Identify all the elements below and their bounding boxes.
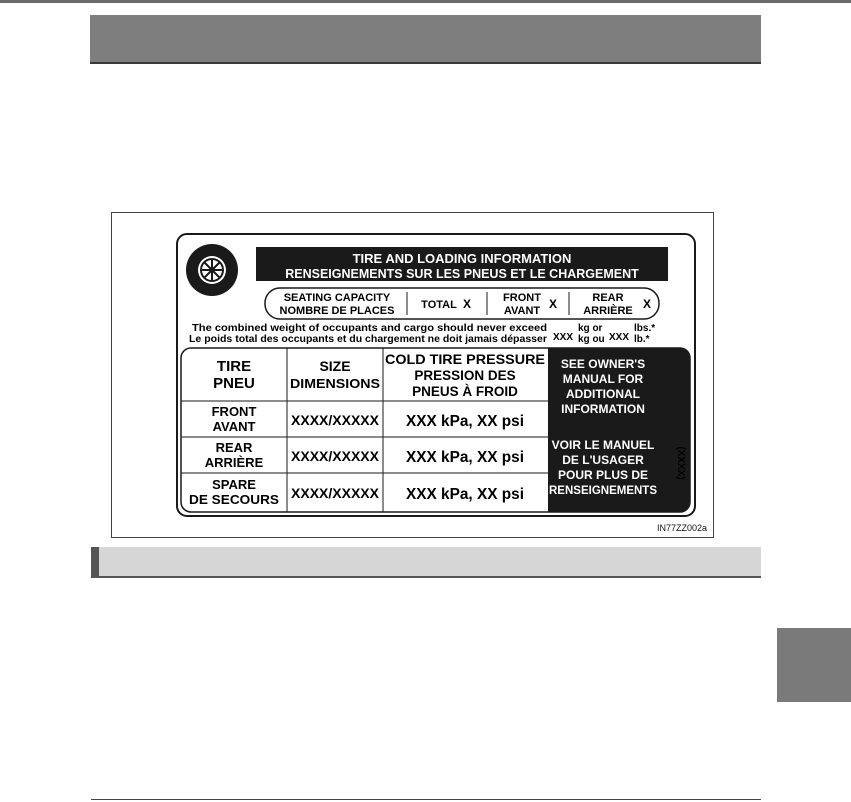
lbs-fr: lb.* <box>634 334 650 345</box>
row-rear-en: REAR <box>215 440 253 455</box>
lbs-value: XXX <box>609 332 630 343</box>
top-page-rule <box>0 0 851 3</box>
row-front-size: XXXX/XXXXX <box>291 412 380 428</box>
seating-capacity-box <box>265 288 659 319</box>
row-spare-en: SPARE <box>212 477 256 492</box>
kg-fr: kg ou <box>578 334 605 345</box>
weight-text-fr: Le poids total des occupants et du chargement ne doit jamais dépasser <box>189 334 548 345</box>
manual-en-line-2: MANUAL FOR <box>562 372 644 386</box>
title-line-1: TIRE AND LOADING INFORMATION <box>352 251 572 266</box>
total-value: X <box>462 297 472 311</box>
title-line-2: RENSEIGNEMENTS SUR LES PNEUS ET LE CHARGEMENT <box>285 267 639 281</box>
col-pressure-line-2: PRESSION DES <box>414 368 516 383</box>
section-heading-bar <box>91 547 761 576</box>
header-rule <box>90 62 761 64</box>
row-front-fr: AVANT <box>212 419 256 434</box>
row-spare-pressure: XXX kPa, XX psi <box>406 486 524 503</box>
manual-en-line-3: ADDITIONAL <box>566 387 640 401</box>
col-pressure-line-3: PNEUS À FROID <box>412 384 518 399</box>
rear-seat-fr: ARRIÈRE <box>583 305 633 317</box>
row-rear-size: XXXX/XXXXX <box>291 448 380 464</box>
seating-capacity-en: SEATING CAPACITY <box>283 292 391 304</box>
weight-text-en: The combined weight of occupants and cargo should never exceed <box>192 323 547 334</box>
manual-fr-line-1: VOIR LE MANUEL <box>551 438 655 452</box>
row-spare-size: XXXX/XXXXX <box>291 485 380 501</box>
front-seat-en: FRONT <box>503 292 541 304</box>
section-heading-accent <box>91 547 99 576</box>
row-rear-fr: ARRIÈRE <box>204 455 264 470</box>
header-bar <box>90 15 761 62</box>
manual-en-line-4: INFORMATION <box>561 402 645 416</box>
col-tire-fr: PNEU <box>213 375 255 392</box>
rear-seat-en: REAR <box>592 292 624 304</box>
total-label: TOTAL <box>421 299 457 311</box>
row-spare-fr: DE SECOURS <box>189 492 280 507</box>
section-rule <box>91 576 761 578</box>
front-value: X <box>548 297 558 311</box>
front-seat-fr: AVANT <box>503 305 541 317</box>
col-size-en: SIZE <box>319 358 351 374</box>
lbs-en: lbs.* <box>634 323 656 334</box>
rear-value: X <box>642 297 652 311</box>
manual-fr-line-3: POUR PLUS DE <box>557 468 649 482</box>
col-size-fr: DIMENSIONS <box>290 376 381 391</box>
col-tire-en: TIRE <box>216 358 252 375</box>
tire-icon <box>186 244 238 296</box>
seating-capacity-fr: NOMBRE DE PLACES <box>279 305 395 317</box>
side-code: (XXXX) <box>675 446 686 480</box>
manual-fr-line-4: RENSEIGNEMENTS <box>549 483 657 497</box>
kg-value: XXX <box>553 332 574 343</box>
row-front-pressure: XXX kPa, XX psi <box>406 413 524 430</box>
chapter-tab <box>777 628 851 702</box>
kg-en: kg or <box>578 323 603 334</box>
row-front-en: FRONT <box>211 404 257 419</box>
footer-rule <box>91 799 761 800</box>
manual-fr-line-2: DE L'USAGER <box>562 453 644 467</box>
row-rear-pressure: XXX kPa, XX psi <box>406 449 524 466</box>
manual-en-line-1: SEE OWNER'S <box>560 357 646 371</box>
col-pressure-line-1: COLD TIRE PRESSURE <box>385 352 545 367</box>
figure-code: IN77ZZ002a <box>656 523 707 533</box>
tire-label-svg <box>112 213 713 537</box>
tire-label-figure <box>111 212 714 538</box>
